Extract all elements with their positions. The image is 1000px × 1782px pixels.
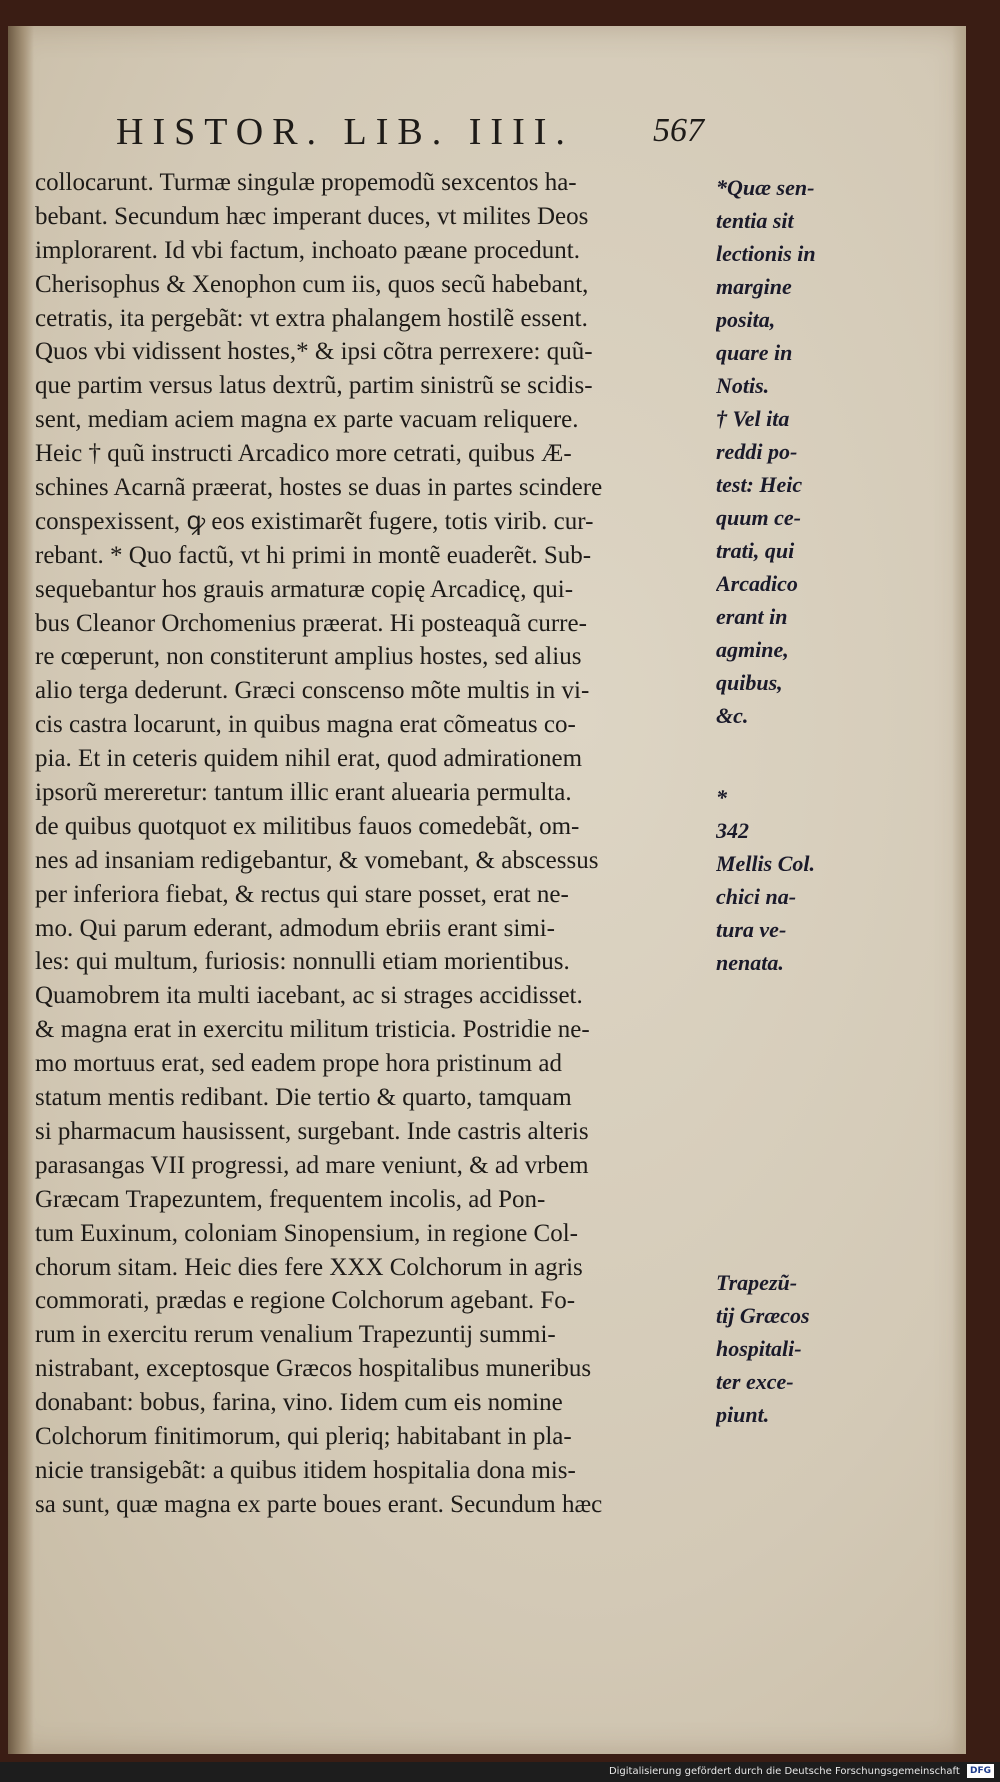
binding-gutter xyxy=(8,26,34,1754)
margin-note-line: Arcadico xyxy=(716,571,798,596)
margin-note-line: * xyxy=(716,785,727,810)
margin-note-lectio xyxy=(716,171,856,732)
margin-note-line: Trapezũ- xyxy=(716,1270,798,1295)
margin-note-line: test: Heic xyxy=(716,472,803,497)
text-line: alio terga dederunt. Græci conscenso mõte multis in vi- xyxy=(35,677,590,705)
text-line: sequebantur hos grauis armaturæ copię Arcadicę, qui- xyxy=(35,575,574,603)
margin-note-mellis xyxy=(716,781,856,979)
margin-note-line: trati, qui xyxy=(716,538,795,563)
text-line: sa sunt, quæ magna ex parte boues erant. Secundum hæc xyxy=(35,1490,603,1518)
text-line: pia. Et in ceteris quidem nihil erat, quod admirationem xyxy=(35,745,583,773)
text-line: les: qui multum, furiosis: nonnulli etiam morientibus. xyxy=(35,948,570,976)
page-number: 567 xyxy=(653,112,704,149)
text-line: rebant. * Quo factũ, vt hi primi in montẽ euaderẽt. Sub- xyxy=(35,541,592,569)
margin-note-line: tura ve- xyxy=(716,917,787,942)
text-line: implorarent. Id vbi factum, inchoato pæane procedunt. xyxy=(35,236,580,264)
text-line: rum in exercitu rerum venalium Trapezuntij summi- xyxy=(35,1321,556,1349)
margin-note-line: tij Græcos xyxy=(716,1303,810,1328)
text-line: Quamobrem ita multi iacebant, ac si strages accidisset. xyxy=(35,982,583,1010)
text-line: mo mortuus erat, sed eadem prope hora pristinum ad xyxy=(35,1050,562,1078)
text-line: ipsorũ mereretur: tantum illic erant aluearia permulta. xyxy=(35,779,572,807)
text-line: donabant: bobus, farina, vino. Iidem cum eis nomine xyxy=(35,1389,563,1417)
text-line: parasangas VII progressi, ad mare veniunt, & ad vrbem xyxy=(35,1151,589,1179)
text-line: nes ad insaniam redigebantur, & vomebant, & abscessus xyxy=(35,846,599,874)
margin-note-line: margine xyxy=(716,274,792,299)
text-line: bebant. Secundum hæc imperant duces, vt milites Deos xyxy=(35,202,589,230)
margin-note-line: tentia sit xyxy=(716,208,794,233)
margin-note-line: chici na- xyxy=(716,884,797,909)
text-line: Cherisophus & Xenophon cum iis, quos secũ habebant, xyxy=(35,270,589,298)
margin-note-line: 342 xyxy=(716,818,749,843)
text-line: schines Acarnã præerat, hostes se duas in partes scindere xyxy=(35,474,603,502)
text-line: per inferiora fiebat, & rectus qui stare posset, erat ne- xyxy=(35,880,569,908)
margin-note-line: quare in xyxy=(716,340,793,365)
text-line: de quibus quotquot ex militibus fauos comedebãt, om- xyxy=(35,812,580,840)
margin-note-line: Notis. xyxy=(716,373,770,398)
text-line: Quos vbi vidissent hostes,* & ipsi cõtra perrexere: quũ- xyxy=(35,338,593,366)
margin-note-trapezuntii xyxy=(716,1266,856,1431)
text-line: si pharmacum hausissent, surgebant. Inde castris alteris xyxy=(35,1117,589,1145)
text-line: Heic † quũ instructi Arcadico more cetrati, quibus Æ- xyxy=(35,440,572,468)
running-head: HISTOR. LIB. IIII. xyxy=(116,111,574,153)
text-line: bus Cleanor Orchomenius præerat. Hi posteaquã curre- xyxy=(35,609,587,637)
margin-note-line: reddi po- xyxy=(716,439,798,464)
text-line: & magna erat in exercitu militum tristicia. Postridie ne- xyxy=(35,1016,590,1044)
text-line: Græcam Trapezuntem, frequentem incolis, ad Pon- xyxy=(35,1185,546,1213)
book-page xyxy=(8,26,966,1754)
margin-note-line: hospitali- xyxy=(716,1336,802,1361)
margin-note-line: posita, xyxy=(716,307,776,332)
dfg-logo: DFG xyxy=(967,1764,994,1778)
text-line: cetratis, ita pergebãt: vt extra phalangem hostilẽ essent. xyxy=(35,304,588,332)
margin-note-line: quibus, xyxy=(716,670,783,695)
text-line: Colchorum finitimorum, qui pleriq; habitabant in pla- xyxy=(35,1422,572,1450)
text-line: nistrabant, exceptosque Græcos hospitalibus muneribus xyxy=(35,1355,592,1383)
text-line: conspexissent, ꝙ eos existimarẽt fugere, totis virib. cur- xyxy=(35,507,594,535)
margin-note-line: agmine, xyxy=(716,637,789,662)
text-line: collocarunt. Turmæ singulæ propemodũ sexcentos ha- xyxy=(35,169,577,196)
text-line: nicie transigebãt: a quibus itidem hospitalia dona mis- xyxy=(35,1456,576,1484)
text-line: commorati, prædas e regione Colchorum agebant. Fo- xyxy=(35,1287,576,1315)
text-line: que partim versus latus dextrũ, partim sinistrũ se scidis- xyxy=(35,372,593,400)
margin-note-line: &c. xyxy=(716,703,749,728)
margin-note-line: lectionis in xyxy=(716,241,816,266)
text-line: tum Euxinum, coloniam Sinopensium, in regione Col- xyxy=(35,1219,579,1247)
text-line: statum mentis redibant. Die tertio & quarto, tamquam xyxy=(35,1084,572,1112)
text-line: chorum sitam. Heic dies fere XXX Colchorum in agris xyxy=(35,1253,583,1281)
text-line: re cœperunt, non constiterunt amplius hostes, sed alius xyxy=(35,643,582,671)
main-text-block xyxy=(35,166,715,1522)
margin-note-line: nenata. xyxy=(716,950,784,975)
digitization-footer xyxy=(0,1762,1000,1782)
margin-note-line: Mellis Col. xyxy=(716,851,816,876)
page-edge xyxy=(952,26,966,1754)
text-line: mo. Qui parum ederant, admodum ebriis erant simi- xyxy=(35,914,556,942)
margin-note-line: *Quæ sen- xyxy=(716,175,815,200)
text-line: cis castra locarunt, in quibus magna erat cõmeatus co- xyxy=(35,711,576,739)
margin-note-line: ter exce- xyxy=(716,1369,794,1394)
margin-note-line: piunt. xyxy=(716,1402,770,1427)
margin-note-line: quum ce- xyxy=(716,505,801,530)
margin-note-line: erant in xyxy=(716,604,788,629)
margin-note-line: † Vel ita xyxy=(716,406,790,431)
text-line: sent, mediam aciem magna ex parte vacuam reliquere. xyxy=(35,406,579,434)
footer-credit: Digitalisierung gefördert durch die Deutsche Forschungsgemeinschaft xyxy=(608,1766,960,1777)
